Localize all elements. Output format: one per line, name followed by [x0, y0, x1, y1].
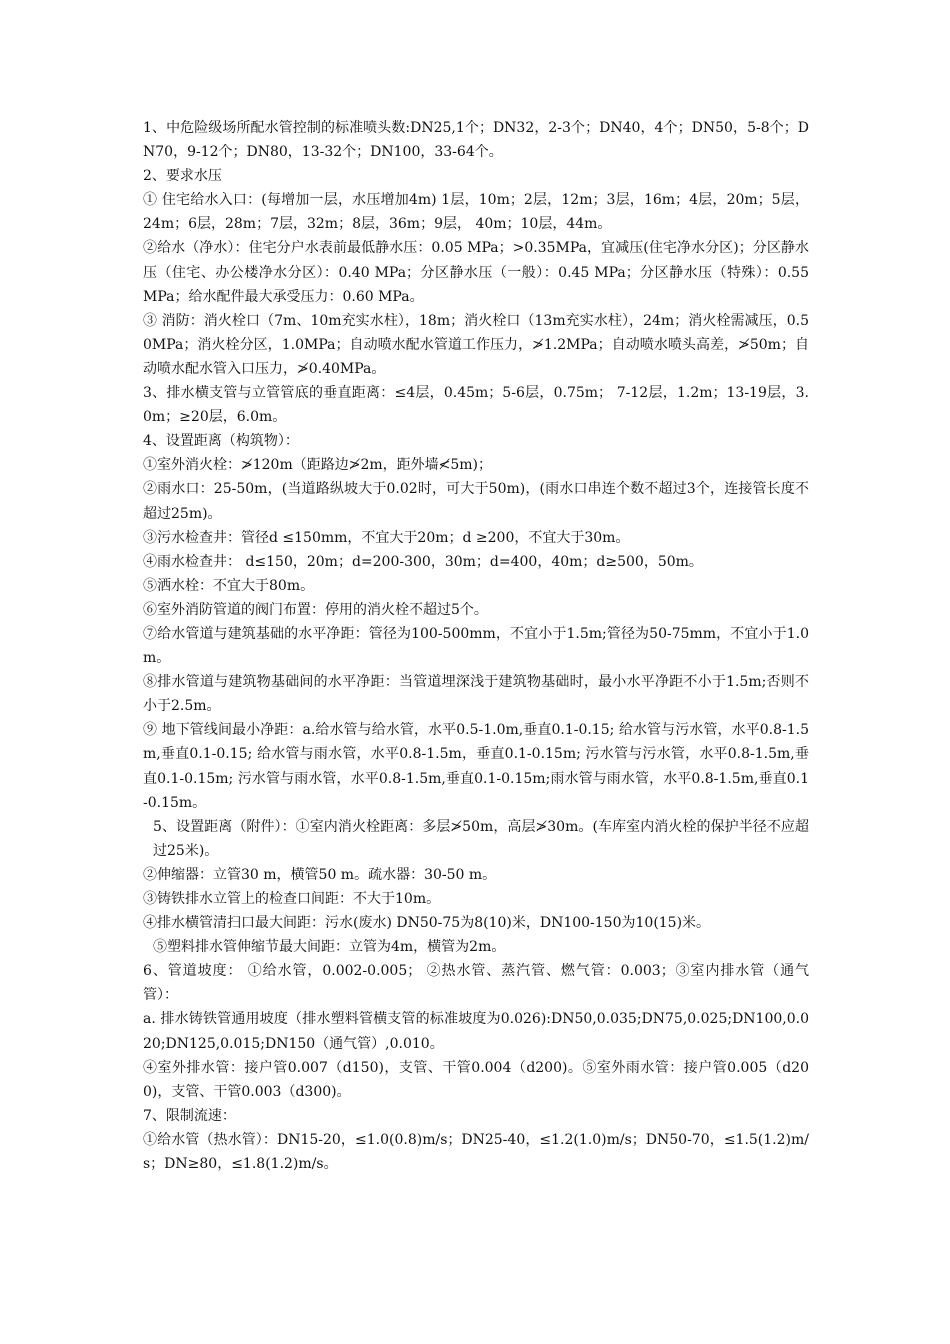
document-body	[143, 116, 809, 1176]
paragraph-outdoor-drain-slope: ④室外排水管：接户管0.007（d150)，支管、干管0.004（d200)。⑤室外雨水管：接户管0.005（d200)，支管、干管0.003（d300)。	[143, 1059, 809, 1100]
heading-flow-velocity-limit: 7、限制流速：	[143, 1107, 236, 1124]
paragraph-supply-velocity: ①给水管（热水管）：DN15-20，≤1.0(0.8)m/s；DN25-40，≤1.2(1.0)m/s；DN50-70，≤1.5(1.2)m/s；DN≥80，≤1.8(1.2)m/s。	[143, 1131, 809, 1173]
paragraph-outdoor-hydrant: ①室外消火栓：≯120m（距路边≯2m，距外墙≮5m)；	[143, 457, 493, 474]
paragraph-water-supply-pressure: ②给水（净水）：住宅分户水表前最低静水压：0.05 MPa；>0.35MPa，宜减压(住宅净水分区)；分区静水压（住宅、办公楼净水分区）：0.40 MPa；分区静水压（一般）：0.45 MPa；分区静水压（特殊）：0.55 MPa；给水配件最大承受压力：0.60 MPa。	[143, 240, 809, 305]
paragraph-sewage-manhole: ③污水检查井：管径d ≤150mm，不宜大于20m；d ≥200，不宜大于30m。	[143, 529, 630, 546]
paragraph-cleanout-spacing: ④排水横管清扫口最大间距：污水(废水) DN50-75为8(10)米，DN100-150为10(15)米。	[143, 915, 711, 932]
heading-required-water-pressure: 2、要求水压	[143, 168, 222, 185]
paragraph-pipe-slope: 6、管道坡度： ①给水管，0.002-0.005； ②热水管、蒸汽管、燃气管：0.003；③室内排水管（通气管）：	[143, 963, 809, 1004]
paragraph-storm-manhole: ④雨水检查井： d≤150，20m；d=200-300，30m；d=400，40m；d≥500，50m。	[143, 553, 703, 570]
paragraph-underground-pipe-clearance: ⑨ 地下管线间最小净距：a.给水管与给水管，水平0.5-1.0m,垂直0.1-0.15; 给水管与污水管，水平0.8-1.5m,垂直0.1-0.15; 给水管与雨水管，水平0.8-1.5m，垂直0.1-0.15m; 污水管与污水管，水平0.8-1.5m,垂直0.1-0.15m; 污水管与雨水管，水平0.8-1.5m,垂直0.1-0.15m;雨水管与雨水管，水平0.8-1.5m,垂直0.1-0.15m。	[143, 722, 809, 811]
paragraph-standard-sprinkler-count: 1、中危险级场所配水管控制的标准喷头数:DN25,1个；DN32，2-3个；DN40，4个；DN50，5-8个；DN70，9-12个；DN80，13-32个；DN100，33-64个。	[143, 120, 809, 161]
paragraph-cast-iron-slope: a. 排水铸铁管通用坡度（排水塑料管横支管的标准坡度为0.026):DN50,0.035;DN75,0.025;DN100,0.020;DN125,0.015;DN150（通气管）,0.010。	[143, 1011, 809, 1052]
paragraph-expansion-joint: ②伸缩器：立管30 m，横管50 m。疏水器：30-50 m。	[143, 866, 497, 883]
paragraph-plastic-pipe-joint: ⑤塑料排水管伸缩节最大间距：立管为4m，横管为2m。	[153, 939, 506, 956]
paragraph-fire-valve-layout: ⑥室外消防管道的阀门布置：停用的消火栓不超过5个。	[143, 601, 488, 618]
paragraph-inspection-port: ③铸铁排水立管上的检查口间距：不大于10m。	[143, 891, 441, 907]
paragraph-supply-foundation-distance: ⑦给水管道与建筑基础的水平净距：管径为100-500mm，不宜小于1.5m;管径为50-75mm，不宜小于1.0m。	[143, 625, 809, 667]
paragraph-accessory-spacing: 5、设置距离（附件）：①室内消火栓距离：多层≯50m，高层≯30m。(车库室内消火栓的保护半径不应超过25米)。	[153, 818, 809, 859]
paragraph-drain-vertical-distance: 3、排水横支管与立管管底的垂直距离：≤4层，0.45m；5-6层，0.75m； 7-12层，1.2m；13-19层，3.0m；≥20层，6.0m。	[143, 385, 809, 426]
paragraph-residential-inlet-pressure: ① 住宅给水入口：(每增加一层，水压增加4m) 1层，10m；2层，12m；3层，16m；4层，20m；5层，24m；6层，28m；7层，32m；8层，36m；9层， 40m；10层，44m。	[143, 192, 809, 233]
heading-structure-spacing: 4、设置距离（构筑物）：	[143, 433, 299, 450]
paragraph-drain-foundation-distance: ⑧排水管道与建筑物基础间的水平净距：当管道埋深浅于建筑物基础时，最小水平净距不小于1.5m;否则不小于2.5m。	[143, 674, 809, 715]
paragraph-fire-protection-pressure: ③ 消防：消火栓口（7m、10m充实水柱），18m；消火栓口（13m充实水柱），24m；消火栓需减压，0.50MPa；消火栓分区，1.0MPa；自动喷水配水管道工作压力，≯1.2MPa；自动喷水喷头高差，≯50m；自动喷水配水管入口压力，≯0.40MPa。	[143, 312, 809, 377]
paragraph-sprinkler-tap: ⑤洒水栓：不宜大于80m。	[143, 577, 315, 594]
paragraph-rain-inlet: ②雨水口：25-50m，(当道路纵坡大于0.02时，可大于50m)，(雨水口串连个数不超过3个，连接管长度不超过25m)。	[143, 481, 809, 522]
